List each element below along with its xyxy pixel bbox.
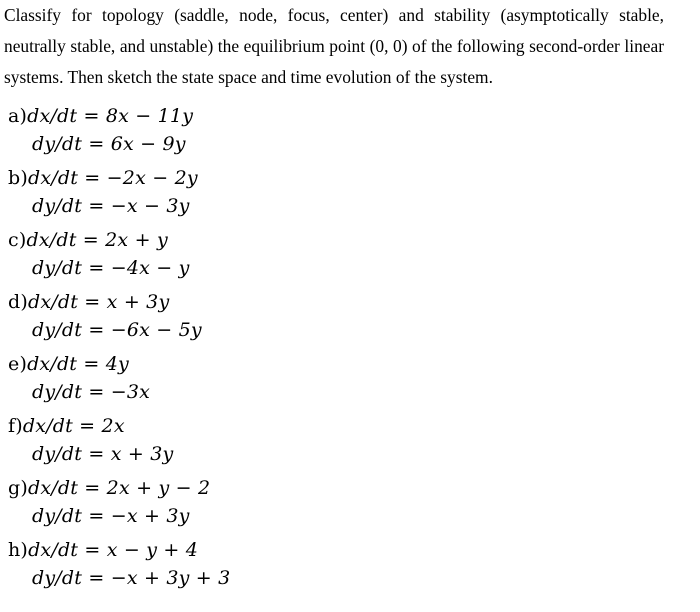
equation-expression: dy/dt = −3x [32, 381, 151, 403]
equation-expression: dx/dt = −2x − 2y [27, 167, 198, 189]
equation-dx [8, 413, 125, 439]
system-label: e) [8, 353, 28, 375]
equation-dy [32, 317, 202, 343]
equation-dx [8, 227, 168, 253]
equation-expression: dy/dt = −x + 3y [32, 505, 190, 527]
system-label: f) [8, 415, 23, 437]
equation-dy [32, 255, 190, 281]
system-label: b) [8, 167, 28, 189]
equation-expression: dy/dt = −x − 3y [32, 195, 190, 217]
equation-dx [8, 537, 198, 563]
equation-dx [8, 289, 169, 315]
equation-expression: dy/dt = −x + 3y + 3 [32, 567, 231, 589]
system-label: c) [8, 229, 27, 251]
equation-expression: dx/dt = x − y + 4 [28, 539, 199, 561]
equation-dy [32, 441, 173, 467]
system-label: a) [8, 105, 28, 127]
equation-expression: dx/dt = 2x [22, 415, 125, 437]
equation-dx [8, 103, 193, 129]
equation-expression: dx/dt = 2x + y [26, 229, 168, 251]
equation-dy [32, 131, 186, 157]
equation-dx [8, 165, 198, 191]
system-label: d) [8, 291, 28, 313]
equation-expression: dx/dt = x + 3y [27, 291, 170, 313]
system-label: h) [8, 539, 29, 561]
equation-dx [8, 475, 210, 501]
equation-expression: dy/dt = 6x − 9y [32, 133, 186, 155]
equation-dy [32, 193, 190, 219]
equation-expression: dy/dt = −6x − 5y [32, 319, 202, 341]
equation-expression: dx/dt = 8x − 11y [27, 105, 194, 127]
equation-expression: dx/dt = 4y [27, 353, 129, 375]
equation-expression: dy/dt = −4x − y [32, 257, 190, 279]
system-label: g) [8, 477, 28, 499]
equation-dy [32, 503, 190, 529]
equation-expression: dy/dt = x + 3y [32, 443, 174, 465]
equation-dy [32, 379, 150, 405]
problem-instructions: Classify for topology (saddle, node, focus, center) and stability (asymptotically stable, neutrally stable, and unstable) the equilibrium point (0, 0) of the following second-order linear systems. Then sketch the state space and time evolution of the system. [4, 5, 664, 87]
equation-dx [8, 351, 129, 377]
equation-dy [32, 565, 230, 591]
equation-expression: dx/dt = 2x + y − 2 [27, 477, 211, 499]
